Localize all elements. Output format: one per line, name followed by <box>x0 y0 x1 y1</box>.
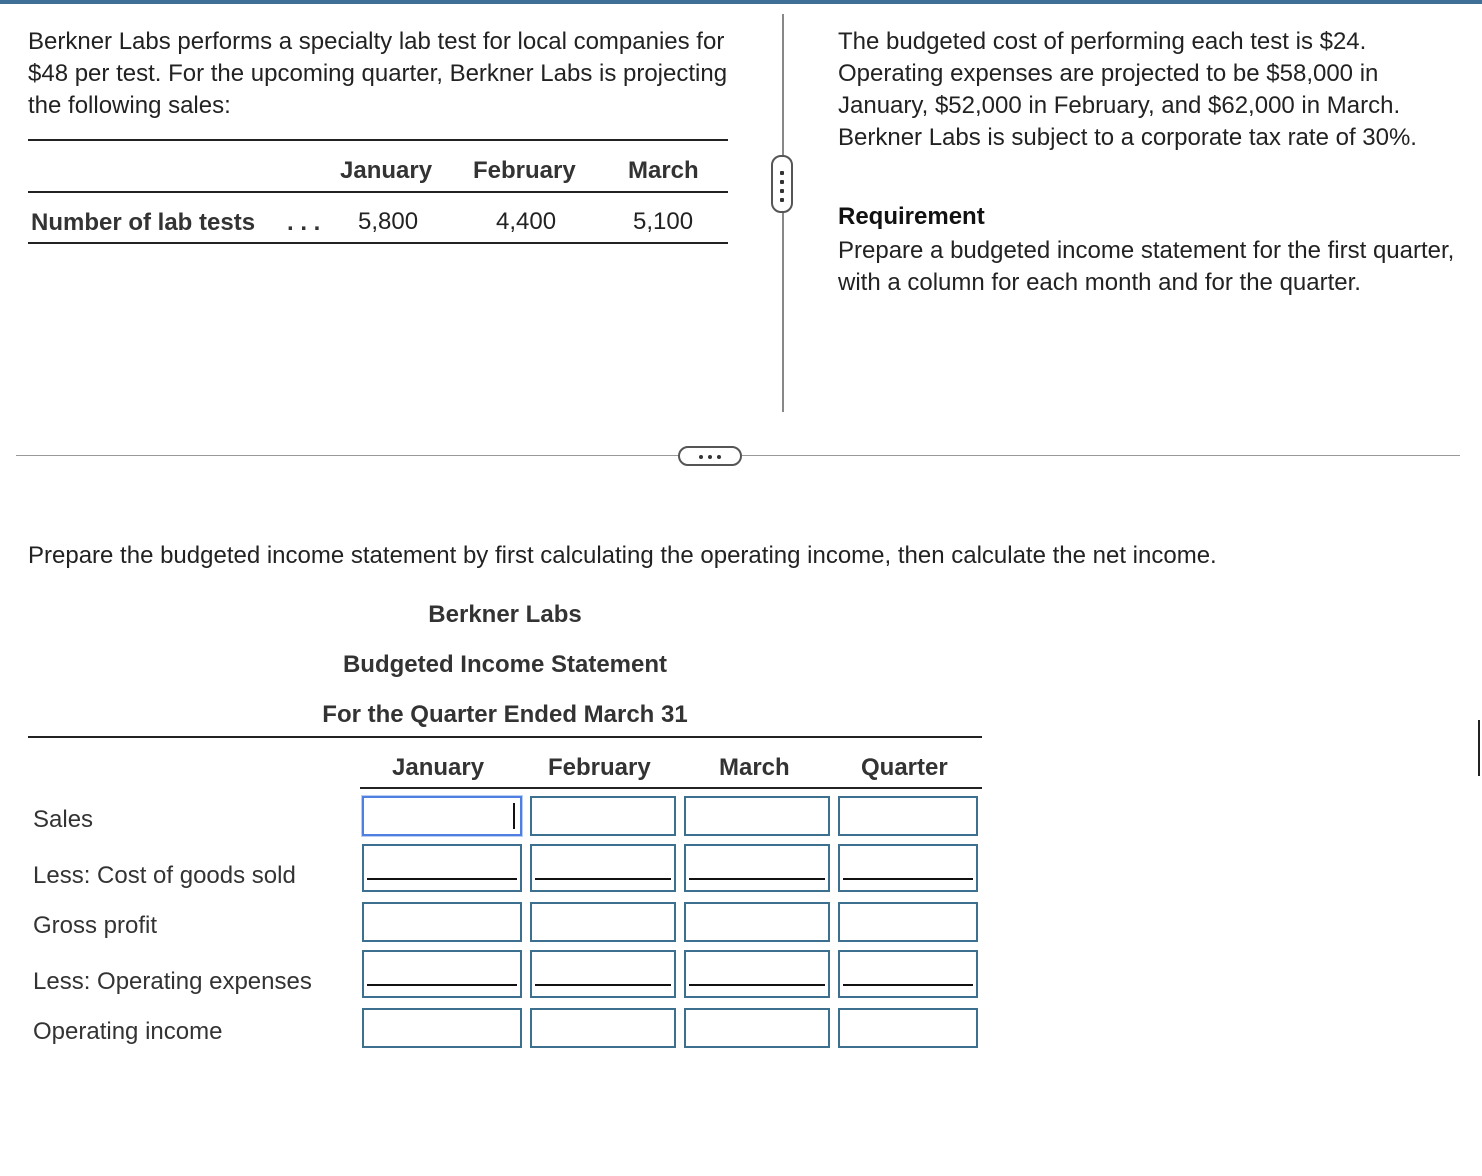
statement-top-rule <box>28 736 982 738</box>
statement-title: Budgeted Income Statement <box>342 651 668 678</box>
sales-february-input[interactable] <box>530 796 676 836</box>
cogs-march-input[interactable] <box>684 844 830 892</box>
statement-company: Berkner Labs <box>428 601 582 628</box>
cogs-quarter-input[interactable] <box>838 844 978 892</box>
requirement-heading: Requirement <box>838 203 985 230</box>
cogs-february-input[interactable] <box>530 844 676 892</box>
sales-header-march: March <box>628 157 699 184</box>
sales-row-dots: . . . <box>287 209 321 236</box>
gross-profit-february-input[interactable] <box>530 902 676 942</box>
column-header-rule <box>360 787 982 789</box>
sales-table-header-rule <box>28 191 728 193</box>
column-header-march: March <box>719 754 790 781</box>
sales-value-january: 5,800 <box>358 208 419 235</box>
gross-profit-march-input[interactable] <box>684 902 830 942</box>
cogs-march-underline <box>689 878 825 880</box>
column-header-quarter: Quarter <box>861 754 948 781</box>
sales-value-march: 5,100 <box>633 208 694 235</box>
cogs-january-input[interactable] <box>362 844 522 892</box>
row-label-sales: Sales <box>33 806 94 833</box>
vertical-resize-handle[interactable] <box>771 155 793 213</box>
gross-profit-january-input[interactable] <box>362 902 522 942</box>
opex-march-input[interactable] <box>684 950 830 998</box>
sales-january-input[interactable] <box>362 796 522 836</box>
vertical-divider <box>782 14 784 412</box>
row-label-gross-profit: Gross profit <box>33 912 158 939</box>
problem-intro: Berkner Labs performs a specialty lab test for local companies for $48 per test. For the upcoming quarter, Berkner Labs is projecting the following sales: <box>28 28 728 119</box>
statement-period: For the Quarter Ended March 31 <box>322 701 688 728</box>
cogs-february-underline <box>535 878 671 880</box>
sales-table-bottom-rule <box>28 242 728 244</box>
right-edge-scroll-marker <box>1478 720 1480 776</box>
row-label-operating-expenses: Less: Operating expenses <box>33 968 312 995</box>
opex-quarter-underline <box>843 984 973 986</box>
expand-more-handle[interactable] <box>678 446 742 466</box>
sales-header-february: February <box>473 157 576 184</box>
sales-table-top-rule <box>28 139 728 141</box>
cogs-january-underline <box>367 878 517 880</box>
row-label-cogs: Less: Cost of goods sold <box>33 862 296 889</box>
opex-january-input[interactable] <box>362 950 522 998</box>
requirement-text: Prepare a budgeted income statement for the first quarter, with a column for each month and for the quarter. <box>838 237 1455 296</box>
opex-february-underline <box>535 984 671 986</box>
cogs-quarter-underline <box>843 878 973 880</box>
sales-row-label: Number of lab tests <box>31 209 256 236</box>
sales-header-january: January <box>340 157 433 184</box>
opex-march-underline <box>689 984 825 986</box>
instruction-text: Prepare the budgeted income statement by first calculating the operating income, then calculate the net income. <box>28 542 1217 569</box>
sales-march-input[interactable] <box>684 796 830 836</box>
opex-quarter-input[interactable] <box>838 950 978 998</box>
operating-income-march-input[interactable] <box>684 1008 830 1048</box>
operating-income-quarter-input[interactable] <box>838 1008 978 1048</box>
problem-details: The budgeted cost of performing each test is $24. Operating expenses are projected to be $58,000 in January, $52,000 in February, and $62,000 in March. Berkner Labs is subject to a corporate tax rate of 30%. <box>838 28 1417 151</box>
operating-income-february-input[interactable] <box>530 1008 676 1048</box>
column-header-january: January <box>392 754 485 781</box>
sales-quarter-input[interactable] <box>838 796 978 836</box>
opex-january-underline <box>367 984 517 986</box>
column-header-february: February <box>548 754 651 781</box>
gross-profit-quarter-input[interactable] <box>838 902 978 942</box>
opex-february-input[interactable] <box>530 950 676 998</box>
operating-income-january-input[interactable] <box>362 1008 522 1048</box>
top-accent-bar <box>0 0 1482 4</box>
sales-value-february: 4,400 <box>496 208 557 235</box>
row-label-operating-income: Operating income <box>33 1018 223 1045</box>
